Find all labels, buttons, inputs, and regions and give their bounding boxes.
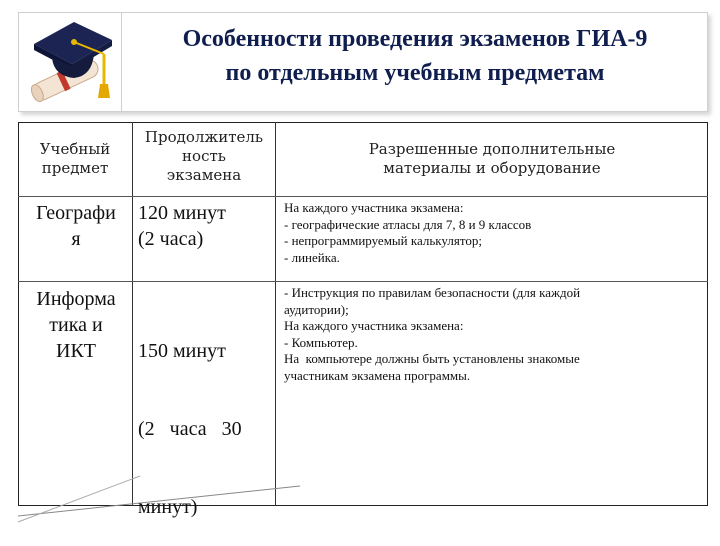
table-row-subject: Географи я [36,202,116,250]
decorative-line [18,476,140,522]
table-row-materials: - Инструкция по правилам безопасности (для каждой аудитории); На каждого участника экзамена: - Компьютер. На компьютере должны быть установлены знакомые участникам экзамена программы. [284,285,581,383]
column-header-duration: Продолжитель ность экзамена [144,128,264,184]
column-header-subject: Учебный предмет [39,140,111,177]
title-line-1: Особенности проведения экзаменов ГИА-9 [182,26,648,52]
decorative-line [18,486,300,516]
table-row-subject: Информа тика и ИКТ [36,288,116,362]
table-row-materials: На каждого участника экзамена: - географические атласы для 7, 8 и 9 классов - непрограммируемый калькулятор; - линейка. [284,200,532,265]
table-row-duration: 120 минут (2 часа) [138,202,226,250]
column-header-materials: Разрешенные дополнительные материалы и оборудование [368,140,616,177]
table-row-duration: 150 минут (2 часа 30 минут) [138,340,242,518]
title-line-2: по отдельным учебным предметам [225,60,605,86]
